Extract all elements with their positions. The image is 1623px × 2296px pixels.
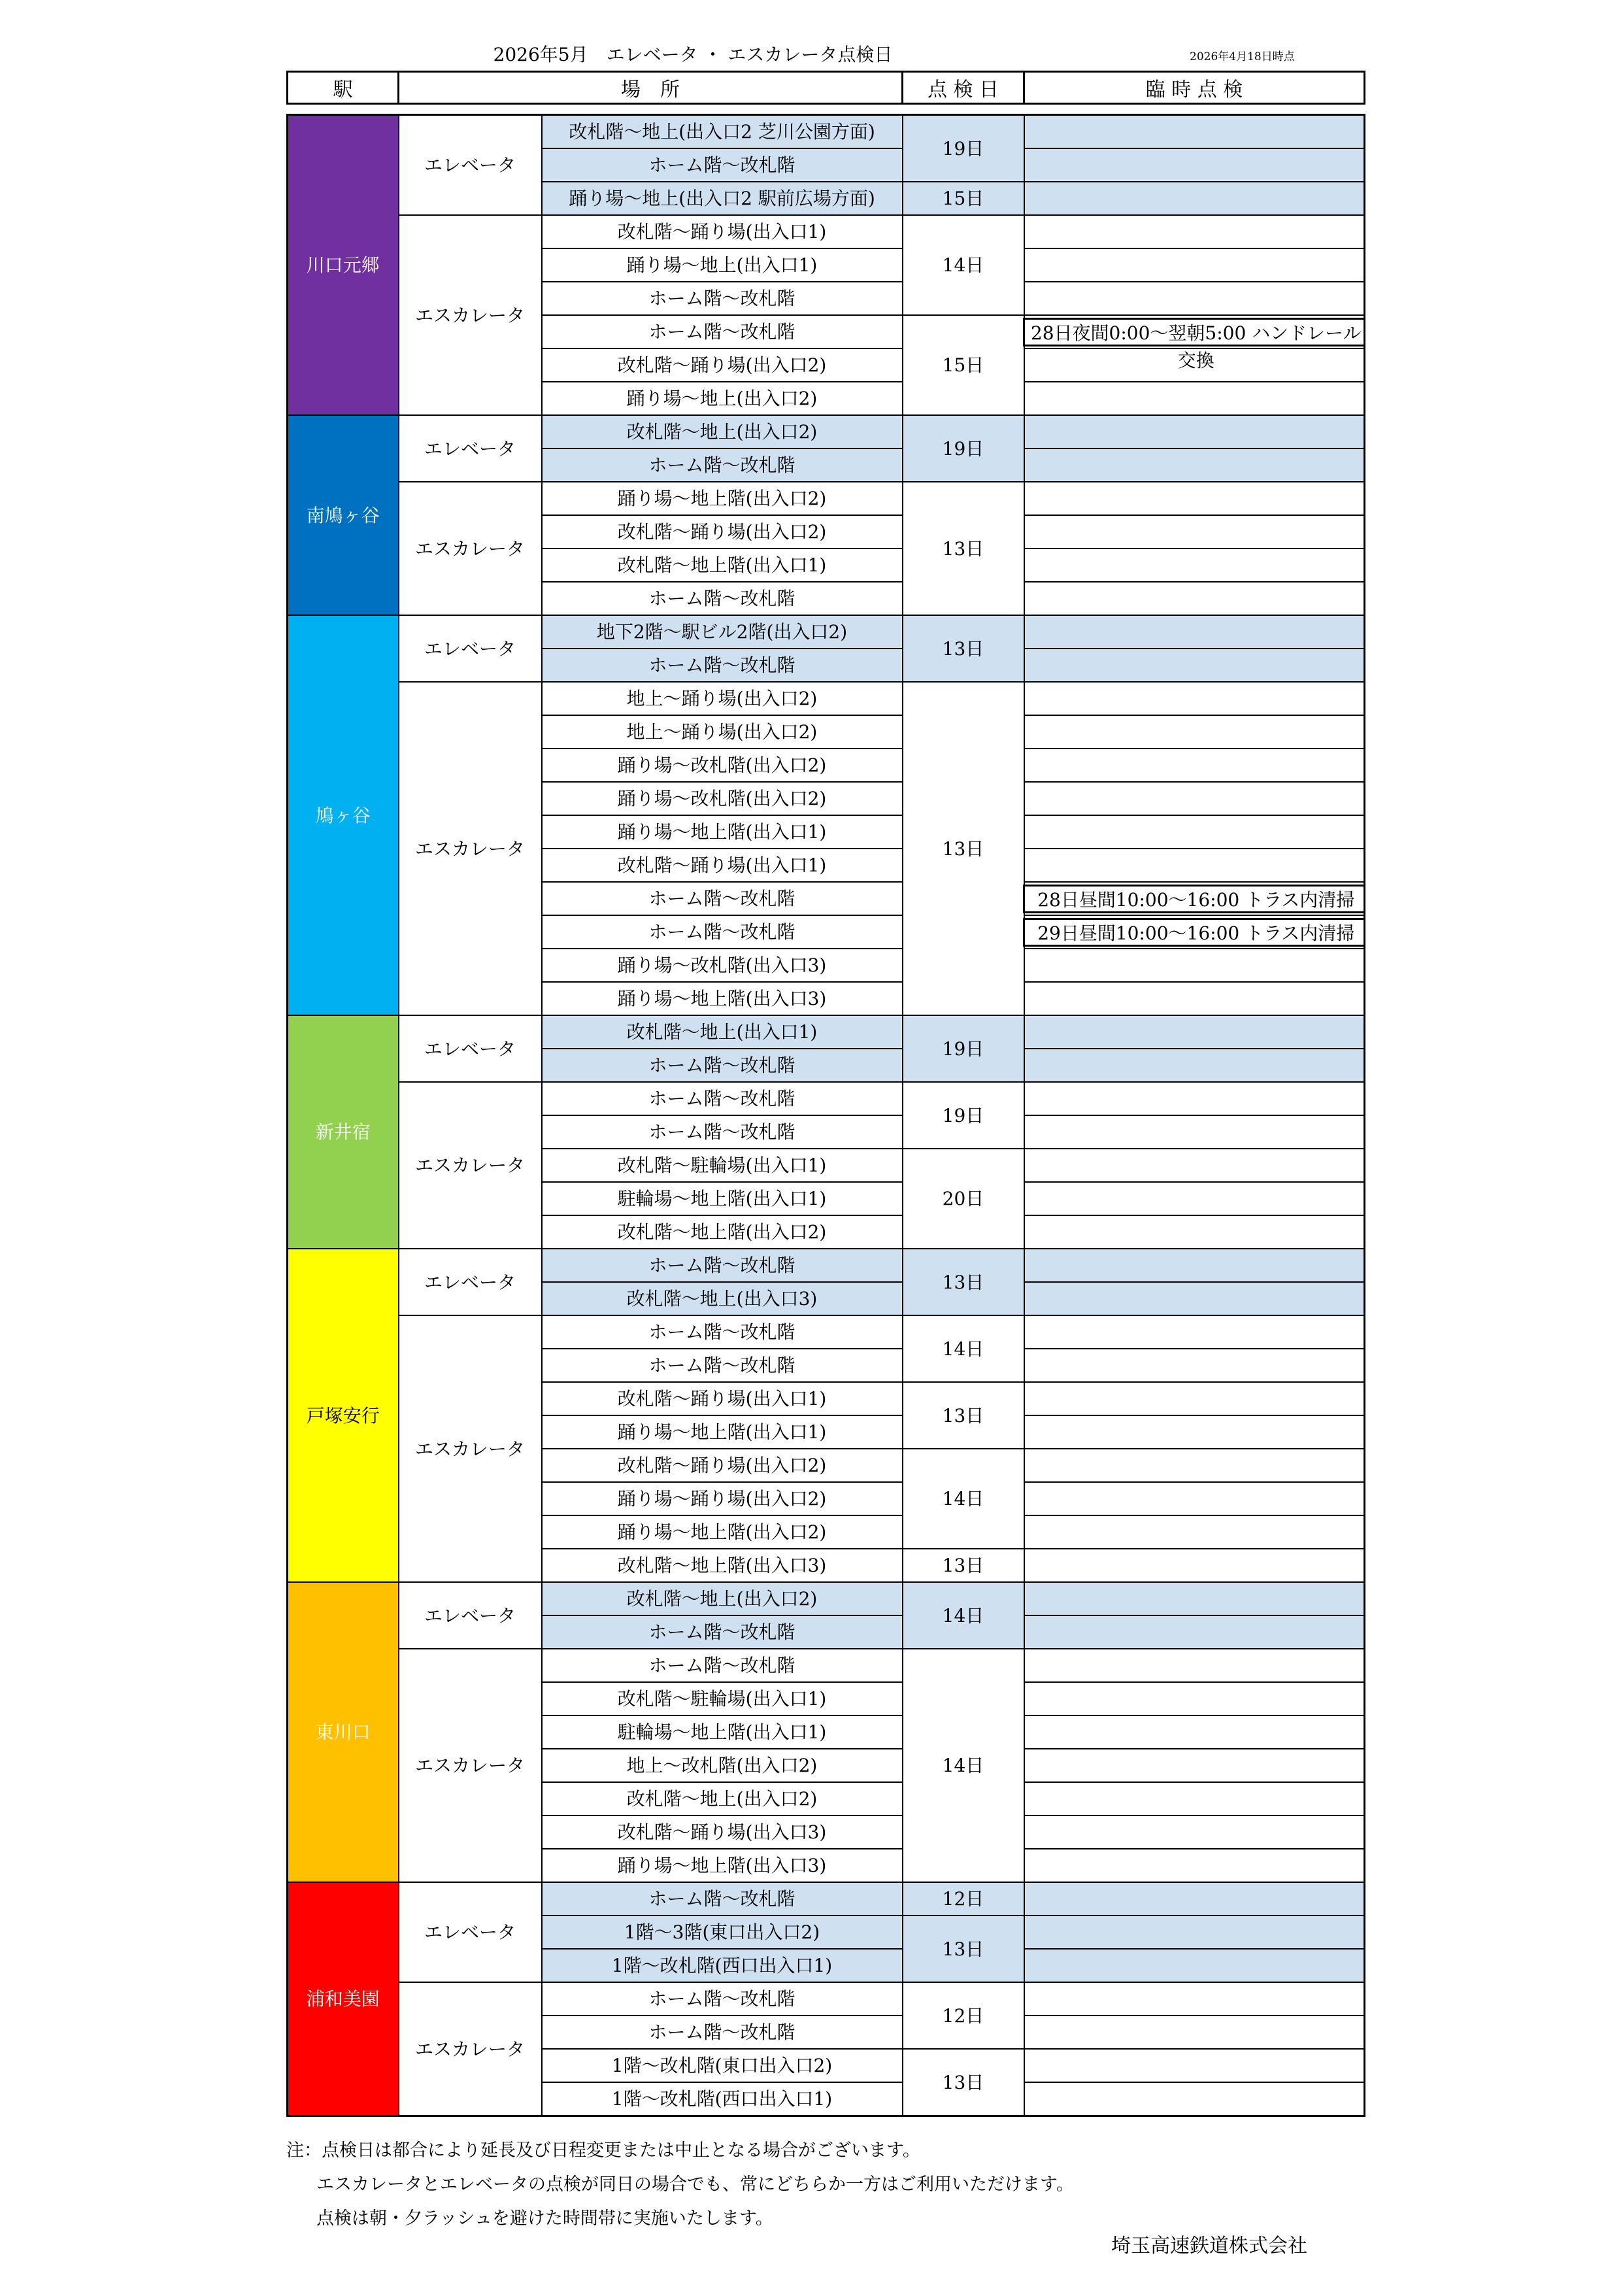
table-row	[288, 415, 1365, 448]
company-name: 埼玉高速鉄道株式会社	[1111, 2235, 1307, 2257]
temporary-inspection-cell	[1024, 282, 1365, 315]
equipment-type: エレベータ	[399, 1015, 542, 1082]
location-cell: ホーム階～改札階	[542, 315, 903, 348]
equipment-type: エレベータ	[399, 1882, 542, 1982]
location-cell: 改札階～踊り場(出入口1)	[542, 1382, 903, 1415]
table-row	[288, 1582, 1365, 1615]
temporary-inspection-cell	[1024, 582, 1365, 615]
temporary-inspection-cell	[1024, 248, 1365, 282]
table-row	[288, 682, 1365, 715]
inspection-date: 19日	[903, 415, 1024, 482]
as-of-date: 2026年4月18日時点	[1190, 50, 1295, 63]
temporary-inspection-cell	[1024, 1082, 1365, 1115]
location-cell: 踊り場～地上階(出入口3)	[542, 1849, 903, 1882]
equipment-type: エスカレータ	[399, 215, 542, 415]
location-cell: 改札階～地上(出入口3)	[542, 1282, 903, 1315]
location-cell: ホーム階～改札階	[542, 1049, 903, 1082]
temporary-inspection-cell	[1024, 515, 1365, 549]
location-cell: 地上～踊り場(出入口2)	[542, 715, 903, 749]
location-cell: 1階～改札階(西口出入口1)	[542, 2082, 903, 2116]
inspection-date: 13日	[903, 1382, 1024, 1449]
location-cell: ホーム階～改札階	[542, 1349, 903, 1382]
location-cell: 踊り場～改札階(出入口2)	[542, 782, 903, 815]
inspection-date: 15日	[903, 182, 1024, 215]
inspection-date: 13日	[903, 1249, 1024, 1315]
temporary-inspection-cell	[1024, 1249, 1365, 1282]
location-cell: 改札階～踊り場(出入口1)	[542, 849, 903, 882]
temporary-inspection-cell	[1024, 1015, 1365, 1049]
inspection-date: 19日	[903, 1015, 1024, 1082]
location-cell: ホーム階～改札階	[542, 582, 903, 615]
temporary-inspection-cell	[1024, 182, 1365, 215]
temporary-inspection-cell	[1024, 649, 1365, 682]
location-cell: 改札階～踊り場(出入口2)	[542, 1449, 903, 1482]
location-cell: 踊り場～地上階(出入口2)	[542, 1515, 903, 1549]
location-cell: 駐輪場～地上階(出入口1)	[542, 1182, 903, 1215]
temporary-inspection-cell	[1024, 982, 1365, 1015]
location-cell: 地下2階～駅ビル2階(出入口2)	[542, 615, 903, 649]
location-cell: 駐輪場～地上階(出入口1)	[542, 1715, 903, 1749]
location-cell: 地上～踊り場(出入口2)	[542, 682, 903, 715]
table-row	[288, 215, 1365, 248]
table-row	[288, 1249, 1365, 1282]
inspection-date: 13日	[903, 615, 1024, 682]
station-cell: 東川口	[288, 1582, 399, 1882]
equipment-type: エスカレータ	[399, 1082, 542, 1249]
temporary-inspection-cell	[1024, 1615, 1365, 1649]
station-cell: 川口元郷	[288, 115, 399, 416]
location-cell: 1階～改札階(西口出入口1)	[542, 1949, 903, 1982]
location-cell: 改札階～踊り場(出入口2)	[542, 515, 903, 549]
table-row	[288, 1882, 1365, 1916]
notes	[286, 2134, 1074, 2236]
temporary-note: 29日昼間10:00～16:00 トラス内清掃	[1023, 918, 1366, 947]
location-cell: 改札階～地上階(出入口1)	[542, 549, 903, 582]
location-cell: 踊り場～地上(出入口2 駅前広場方面)	[542, 182, 903, 215]
inspection-date: 13日	[903, 1916, 1024, 1982]
temporary-inspection-cell	[1024, 315, 1365, 371]
temporary-inspection-cell	[1024, 415, 1365, 448]
location-cell: ホーム階～改札階	[542, 649, 903, 682]
location-cell: ホーム階～改札階	[542, 448, 903, 482]
inspection-date: 12日	[903, 1982, 1024, 2049]
inspection-date: 19日	[903, 1082, 1024, 1149]
table-row	[288, 1315, 1365, 1349]
temporary-inspection-cell	[1024, 1749, 1365, 1782]
temporary-inspection-cell	[1024, 682, 1365, 715]
temporary-inspection-cell	[1024, 1549, 1365, 1582]
table-row	[288, 1015, 1365, 1049]
inspection-date: 14日	[903, 1582, 1024, 1649]
inspection-date: 14日	[903, 1315, 1024, 1382]
header-temporary: 臨 時 点 検	[1024, 72, 1365, 104]
header-table	[286, 71, 1365, 105]
temporary-inspection-cell	[1024, 482, 1365, 515]
temporary-inspection-cell	[1024, 115, 1365, 149]
temporary-inspection-cell	[1024, 882, 1365, 915]
inspection-date: 19日	[903, 115, 1024, 182]
equipment-type: エレベータ	[399, 1582, 542, 1649]
location-cell: 改札階～駐輪場(出入口1)	[542, 1149, 903, 1182]
equipment-type: エレベータ	[399, 415, 542, 482]
station-cell: 鳩ヶ谷	[288, 615, 399, 1015]
temporary-inspection-cell	[1024, 1149, 1365, 1182]
location-cell: 踊り場～地上階(出入口2)	[542, 482, 903, 515]
note-line: 注：点検日は都合により延長及び日程変更または中止となる場合がございます。	[286, 2140, 920, 2161]
location-cell: 地上～改札階(出入口2)	[542, 1749, 903, 1782]
inspection-date: 14日	[903, 1449, 1024, 1549]
table-row	[288, 115, 1365, 149]
location-cell: ホーム階～改札階	[542, 1249, 903, 1282]
temporary-inspection-cell	[1024, 1449, 1365, 1482]
location-cell: ホーム階～改札階	[542, 882, 903, 915]
temporary-inspection-cell	[1024, 1682, 1365, 1715]
equipment-type: エレベータ	[399, 615, 542, 682]
location-cell: 踊り場～改札階(出入口3)	[542, 949, 903, 982]
location-cell: ホーム階～改札階	[542, 1982, 903, 2016]
location-cell: 踊り場～踊り場(出入口2)	[542, 1482, 903, 1515]
temporary-inspection-cell	[1024, 1715, 1365, 1749]
temporary-inspection-cell	[1024, 2082, 1365, 2116]
temporary-inspection-cell	[1024, 949, 1365, 982]
inspection-date: 20日	[903, 1149, 1024, 1249]
temporary-inspection-cell	[1024, 1849, 1365, 1882]
location-cell: 踊り場～地上階(出入口3)	[542, 982, 903, 1015]
temporary-inspection-cell	[1024, 549, 1365, 582]
temporary-note: 28日昼間10:00～16:00 トラス内清掃	[1023, 885, 1366, 913]
location-cell: 改札階～踊り場(出入口3)	[542, 1815, 903, 1849]
temporary-inspection-cell	[1024, 2049, 1365, 2082]
location-cell: 1階～3階(東口出入口2)	[542, 1916, 903, 1949]
temporary-inspection-cell	[1024, 815, 1365, 849]
inspection-date: 14日	[903, 1649, 1024, 1882]
temporary-inspection-cell	[1024, 1515, 1365, 1549]
temporary-inspection-cell	[1024, 1115, 1365, 1149]
temporary-note: 28日夜間0:00～翌朝5:00 ハンドレール交換	[1023, 318, 1366, 346]
equipment-type: エスカレータ	[399, 482, 542, 615]
note-line: 点検は朝・夕ラッシュを避けた時間帯に実施いたします。	[316, 2208, 773, 2229]
temporary-inspection-cell	[1024, 1815, 1365, 1849]
temporary-inspection-cell	[1024, 849, 1365, 882]
equipment-type: エスカレータ	[399, 1982, 542, 2116]
temporary-inspection-cell	[1024, 1649, 1365, 1682]
table-row	[288, 615, 1365, 649]
location-cell: ホーム階～改札階	[542, 282, 903, 315]
location-cell: 踊り場～地上(出入口2)	[542, 382, 903, 415]
location-cell: ホーム階～改札階	[542, 1082, 903, 1115]
temporary-inspection-cell	[1024, 215, 1365, 248]
temporary-inspection-cell	[1024, 1482, 1365, 1515]
inspection-date: 15日	[903, 315, 1024, 415]
temporary-inspection-cell	[1024, 1049, 1365, 1082]
location-cell: 踊り場～地上階(出入口1)	[542, 1415, 903, 1449]
temporary-inspection-cell	[1024, 1349, 1365, 1382]
temporary-inspection-cell	[1024, 1949, 1365, 1982]
table-row	[288, 1082, 1365, 1115]
location-cell: 1階～改札階(東口出入口2)	[542, 2049, 903, 2082]
temporary-inspection-cell	[1024, 1182, 1365, 1215]
note-line: エスカレータとエレベータの点検が同日の場合でも、常にどちらか一方はご利用いただけます。	[316, 2174, 1074, 2195]
temporary-inspection-cell	[1024, 615, 1365, 649]
temporary-inspection-cell	[1024, 749, 1365, 782]
location-cell: 改札階～地上(出入口2)	[542, 1782, 903, 1815]
equipment-type: エスカレータ	[399, 1315, 542, 1582]
location-cell: 改札階～地上(出入口2)	[542, 415, 903, 448]
header-station: 駅	[288, 72, 399, 104]
temporary-inspection-cell	[1024, 1382, 1365, 1415]
location-cell: 改札階～踊り場(出入口2)	[542, 348, 903, 382]
temporary-inspection-cell	[1024, 915, 1365, 949]
location-cell: 改札階～地上階(出入口2)	[542, 1215, 903, 1249]
location-cell: 踊り場～地上階(出入口1)	[542, 815, 903, 849]
location-cell: ホーム階～改札階	[542, 1615, 903, 1649]
table-row	[288, 1649, 1365, 1682]
location-cell: 踊り場～改札階(出入口2)	[542, 749, 903, 782]
temporary-inspection-cell	[1024, 1282, 1365, 1315]
temporary-inspection-cell	[1024, 1582, 1365, 1615]
inspection-table	[286, 114, 1365, 2117]
station-cell: 浦和美園	[288, 1882, 399, 2116]
station-cell: 戸塚安行	[288, 1249, 399, 1582]
station-cell: 新井宿	[288, 1015, 399, 1249]
location-cell: ホーム階～改札階	[542, 1115, 903, 1149]
temporary-inspection-cell	[1024, 1315, 1365, 1349]
temporary-inspection-cell	[1024, 1916, 1365, 1949]
location-cell: 踊り場～地上(出入口1)	[542, 248, 903, 282]
location-cell: ホーム階～改札階	[542, 1882, 903, 1916]
temporary-inspection-cell	[1024, 1782, 1365, 1815]
inspection-date: 12日	[903, 1882, 1024, 1916]
location-cell: 改札階～駐輪場(出入口1)	[542, 1682, 903, 1715]
inspection-date: 14日	[903, 215, 1024, 315]
location-cell: ホーム階～改札階	[542, 1315, 903, 1349]
temporary-inspection-cell	[1024, 1415, 1365, 1449]
table-row	[288, 1982, 1365, 2016]
location-cell: ホーム階～改札階	[542, 915, 903, 949]
temporary-inspection-cell	[1024, 448, 1365, 482]
header-location: 場 所	[399, 72, 903, 104]
inspection-date: 13日	[903, 682, 1024, 1015]
location-cell: 改札階～地上(出入口2 芝川公園方面)	[542, 115, 903, 149]
equipment-type: エレベータ	[399, 115, 542, 216]
location-cell: ホーム階～改札階	[542, 1649, 903, 1682]
location-cell: ホーム階～改札階	[542, 148, 903, 182]
equipment-type: エレベータ	[399, 1249, 542, 1315]
location-cell: 改札階～踊り場(出入口1)	[542, 215, 903, 248]
temporary-inspection-cell	[1024, 782, 1365, 815]
temporary-inspection-cell	[1024, 2016, 1365, 2049]
temporary-inspection-cell	[1024, 1882, 1365, 1916]
temporary-inspection-cell	[1024, 382, 1365, 415]
header-date: 点 検 日	[903, 72, 1024, 104]
equipment-type: エスカレータ	[399, 682, 542, 1015]
temporary-inspection-cell	[1024, 1982, 1365, 2016]
table-row	[288, 482, 1365, 515]
location-cell: 改札階～地上(出入口1)	[542, 1015, 903, 1049]
location-cell: ホーム階～改札階	[542, 2016, 903, 2049]
location-cell: 改札階～地上(出入口2)	[542, 1582, 903, 1615]
station-cell: 南鳩ヶ谷	[288, 415, 399, 615]
location-cell: 改札階～地上階(出入口3)	[542, 1549, 903, 1582]
inspection-date: 13日	[903, 2049, 1024, 2116]
equipment-type: エスカレータ	[399, 1649, 542, 1882]
temporary-inspection-cell	[1024, 1215, 1365, 1249]
temporary-inspection-cell	[1024, 148, 1365, 182]
temporary-inspection-cell	[1024, 715, 1365, 749]
page-title: 2026年5月 エレベータ ・ エスカレータ点検日	[493, 44, 893, 65]
inspection-date: 13日	[903, 1549, 1024, 1582]
inspection-date: 13日	[903, 482, 1024, 615]
